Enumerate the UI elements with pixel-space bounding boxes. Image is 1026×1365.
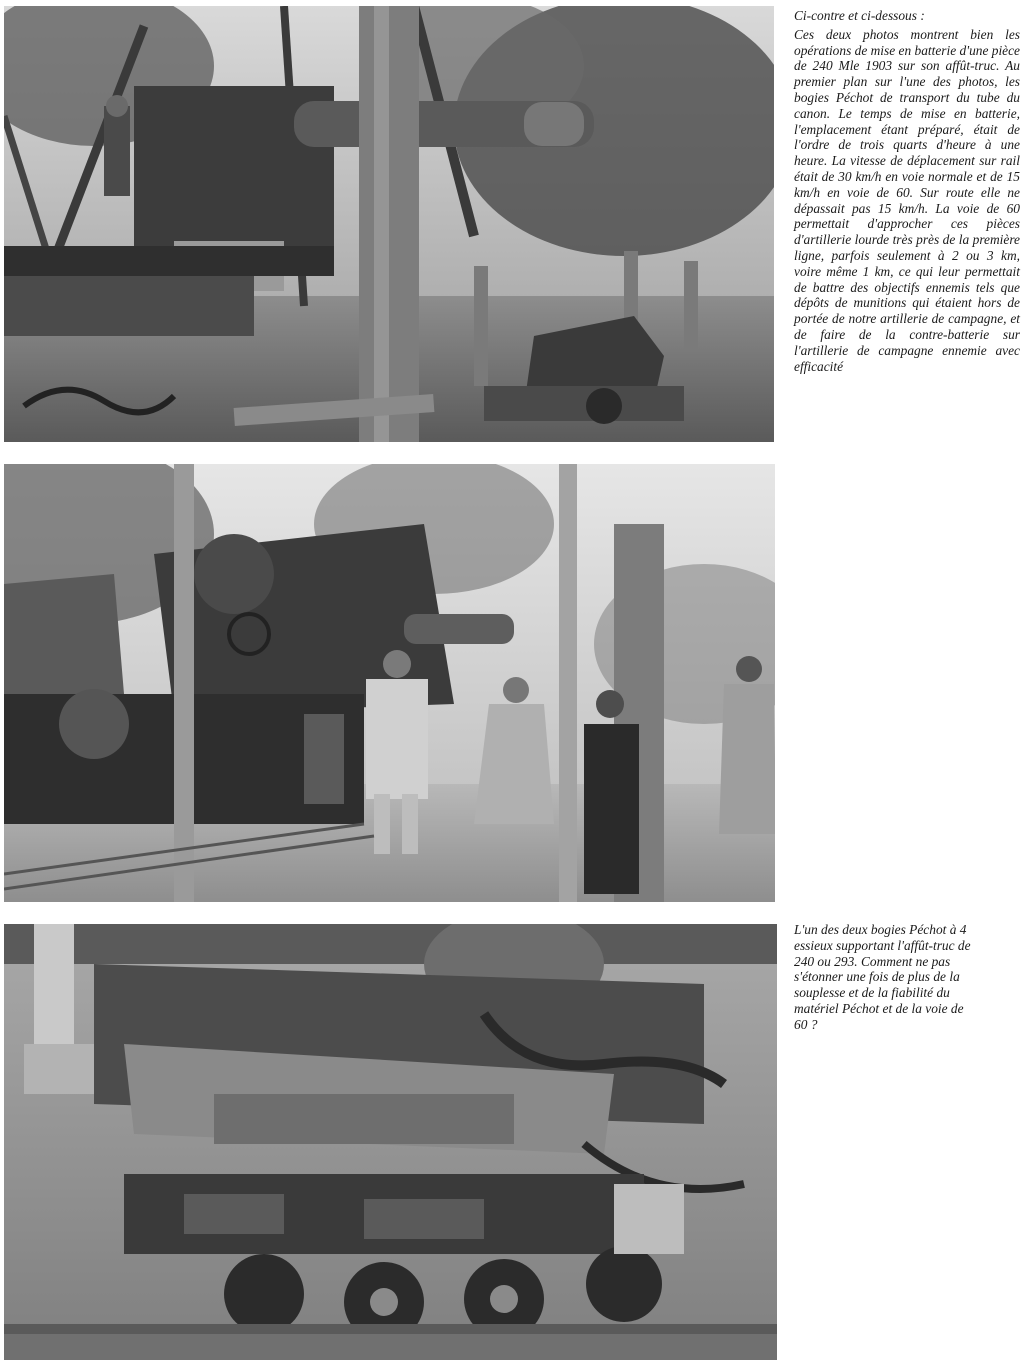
caption-bottom-body: L'un des deux bogies Péchot à 4 essieux supportant l'affût-truc de 240 ou 293. Comment ne pas s'étonner une fois de plus de la souplesse et de la fiabilité du matériel Péchot et de la voie de 60 ? bbox=[794, 922, 971, 1032]
photo-officers-gun-carriage bbox=[4, 464, 775, 902]
caption-top bbox=[794, 8, 1020, 374]
caption-top-heading: Ci-contre et ci-dessous : bbox=[794, 8, 925, 23]
photo-mid-image bbox=[4, 464, 775, 902]
photo-top-image bbox=[4, 6, 774, 442]
photo-pechot-bogie-closeup bbox=[4, 924, 777, 1360]
caption-bottom bbox=[794, 922, 980, 1033]
photo-bot-image bbox=[4, 924, 777, 1360]
caption-top-body: Ces deux photos montrent bien les opérations de mise en batterie d'une pièce de 240 Mle 1903 sur son affût-truc. Au premier plan sur l'une des photos, les bogies Péchot de transport du tube du canon. Le temps de mise en batterie, l'emplacement étant préparé, était de l'ordre de trois quarts d'heure à une heure. La vitesse de déplacement sur rail était de 30 km/h en voie normale et de 15 km/h en voie de 60. Sur route elle ne dépassait pas 15 km/h. La voie de 60 permettait d'approcher ces pièces d'artillerie lourde très près de la première ligne, parfois seulement à 2 ou 3 km, voire même 1 km, ce qui leur permettait de battre des objectifs ennemis tels que dépôts de munitions qui étaient hors de portée de notre artillerie de campagne, et de faire de la contre-batterie sur l'artillerie de campagne ennemie avec efficacité bbox=[794, 26, 1020, 374]
photo-gun-emplacement-crane bbox=[4, 6, 774, 442]
